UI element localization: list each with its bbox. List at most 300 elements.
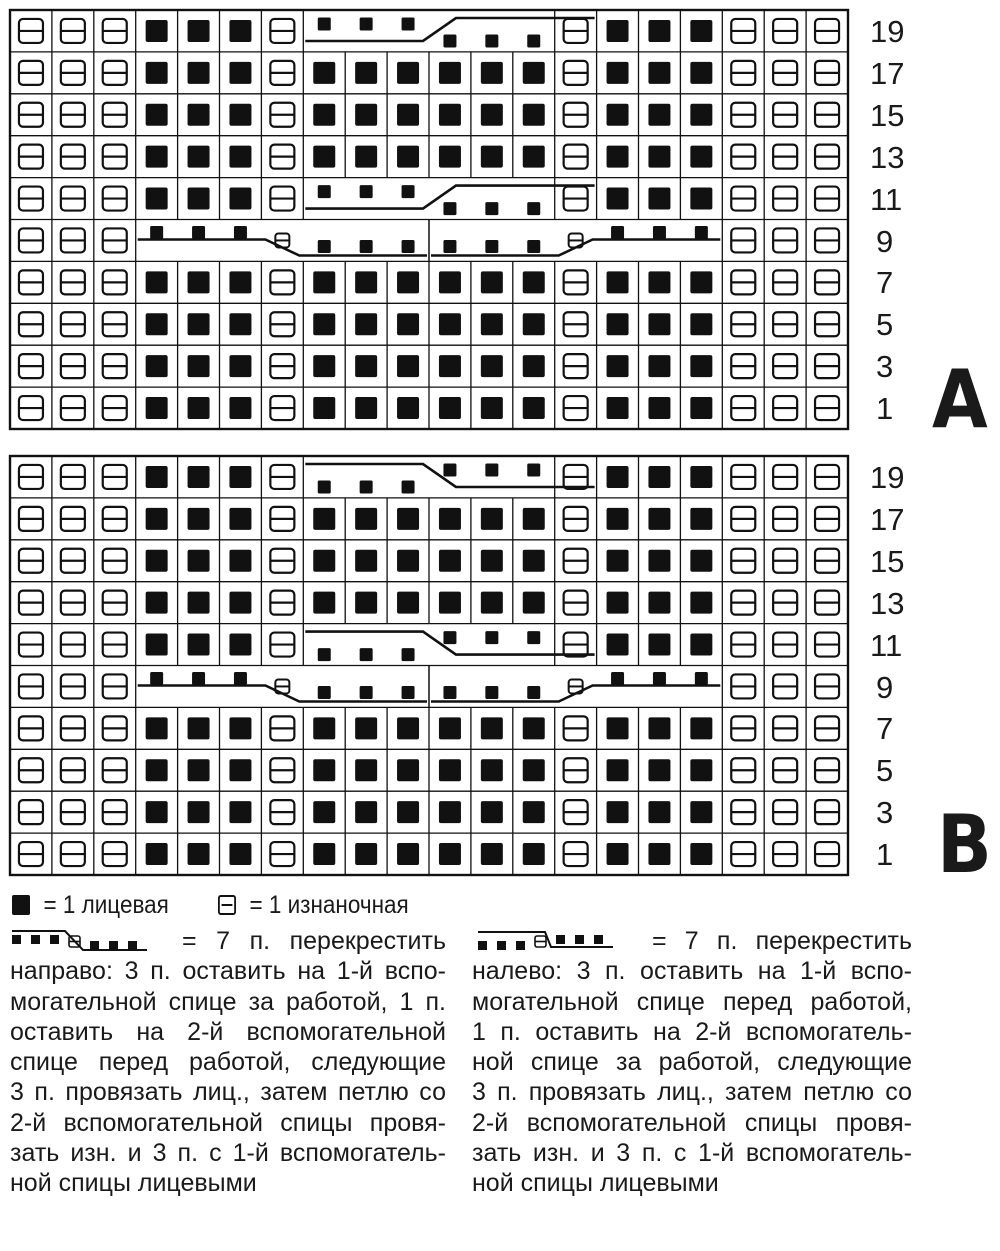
knit-stitch-icon (229, 20, 251, 42)
knit-stitch-icon (397, 355, 419, 377)
knit-stitch-icon (188, 397, 210, 419)
legend-text-line: спице перед работой, следующие (10, 1048, 446, 1077)
knit-stitch-icon (690, 550, 712, 572)
knit-stitch-small-icon (611, 672, 624, 685)
knit-stitch-icon (607, 466, 629, 488)
knit-stitch-icon (607, 20, 629, 42)
chart-row (10, 220, 848, 262)
knit-stitch-icon (397, 759, 419, 781)
knit-stitch-icon (188, 313, 210, 335)
knit-stitch-icon (355, 62, 377, 84)
knit-stitch-icon (523, 592, 545, 614)
knit-stitch-icon (523, 313, 545, 335)
knit-stitch-small-icon (360, 648, 373, 661)
knit-stitch-small-icon (527, 686, 540, 699)
knit-stitch-icon (648, 466, 670, 488)
row-number: 19 (870, 460, 905, 495)
knit-stitch-icon (523, 843, 545, 865)
knit-stitch-icon (188, 466, 210, 488)
knit-stitch-icon (355, 397, 377, 419)
knit-stitch-icon (397, 271, 419, 293)
row-number: 5 (876, 753, 894, 789)
knit-stitch-small-icon (443, 464, 456, 477)
legend-text-line: 3 п. провязать лиц., затем петлю со (472, 1078, 912, 1107)
knit-stitch-icon (188, 355, 210, 377)
knit-stitch-icon (188, 634, 210, 656)
knit-stitch-icon (607, 801, 629, 823)
chart-row (10, 540, 848, 582)
knit-stitch-icon (607, 717, 629, 739)
knit-stitch-icon (690, 188, 712, 210)
knit-stitch-icon (229, 634, 251, 656)
knit-stitch-icon (690, 634, 712, 656)
knit-stitch-icon (439, 62, 461, 84)
knit-stitch-icon (439, 355, 461, 377)
chart-row (10, 791, 848, 833)
chart-row (10, 498, 848, 540)
knit-stitch-icon (146, 62, 168, 84)
knit-stitch-icon (690, 355, 712, 377)
knit-stitch-icon (313, 592, 335, 614)
knit-stitch-icon (690, 843, 712, 865)
knit-stitch-icon (648, 20, 670, 42)
knit-stitch-icon (607, 62, 629, 84)
knit-stitch-icon (439, 550, 461, 572)
knit-stitch-icon (690, 508, 712, 530)
knit-stitch-icon (690, 759, 712, 781)
row-number: 11 (870, 627, 903, 663)
knit-stitch-icon (523, 759, 545, 781)
knit-stitch-small-icon (527, 240, 540, 253)
knit-stitch-small-icon (695, 672, 708, 685)
row-number: 3 (876, 349, 894, 385)
knit-stitch-icon (146, 20, 168, 42)
legend-purl (218, 891, 409, 919)
knit-stitch-icon (607, 508, 629, 530)
knit-stitch-icon (355, 146, 377, 168)
knit-stitch-icon (481, 843, 503, 865)
knit-stitch-icon (439, 397, 461, 419)
knit-stitch-icon (188, 508, 210, 530)
knit-stitch-small-icon (653, 672, 666, 685)
knit-stitch-icon (229, 508, 251, 530)
row-number: 15 (870, 543, 905, 579)
knit-stitch-icon (690, 313, 712, 335)
knit-stitch-small-icon (150, 226, 163, 239)
knit-stitch-small-icon (443, 631, 456, 644)
knit-stitch-icon (355, 843, 377, 865)
knit-stitch-icon (523, 62, 545, 84)
knit-stitch-icon (523, 104, 545, 126)
chart-row (10, 387, 848, 429)
row-number: 9 (876, 223, 894, 259)
row-number: 7 (876, 265, 894, 301)
knit-stitch-icon (690, 146, 712, 168)
knit-stitch-icon (355, 508, 377, 530)
knit-stitch-small-icon (527, 464, 540, 477)
legend-text-line: ной спице за работой, следующие (472, 1048, 912, 1077)
knit-stitch-icon (523, 550, 545, 572)
legend-text-line: 2-й вспомогательной спицы провя- (10, 1108, 446, 1137)
knit-stitch-icon (607, 188, 629, 210)
knit-stitch-icon (313, 271, 335, 293)
knit-stitch-small-icon (485, 240, 498, 253)
knit-stitch-icon (648, 801, 670, 823)
knit-stitch-icon (229, 188, 251, 210)
knit-stitch-small-icon (527, 631, 540, 644)
knit-stitch-icon (523, 146, 545, 168)
knit-stitch-icon (523, 717, 545, 739)
knit-stitch-icon (146, 592, 168, 614)
knit-stitch-icon (146, 759, 168, 781)
knit-stitch-small-icon (443, 202, 456, 215)
knit-stitch-icon (188, 550, 210, 572)
knit-stitch-icon (397, 592, 419, 614)
row-number: 15 (870, 97, 905, 133)
knit-stitch-small-icon (360, 481, 373, 494)
knit-stitch-icon (146, 508, 168, 530)
knit-stitch-icon (146, 355, 168, 377)
row-number: 17 (870, 501, 905, 537)
knit-stitch-icon (439, 508, 461, 530)
knit-stitch-icon (481, 62, 503, 84)
knit-stitch-icon (397, 508, 419, 530)
knit-stitch-icon (229, 801, 251, 823)
knit-stitch-small-icon (485, 686, 498, 699)
legend-text-line: зать изн. и 3 п. с 1-й вспомогатель- (472, 1139, 912, 1168)
knit-stitch-icon (229, 62, 251, 84)
knit-stitch-icon (188, 271, 210, 293)
knit-stitch-icon (355, 313, 377, 335)
knit-stitch-icon (355, 355, 377, 377)
knit-stitch-icon (355, 717, 377, 739)
knit-stitch-icon (481, 355, 503, 377)
knit-stitch-icon (481, 592, 503, 614)
knit-stitch-icon (313, 146, 335, 168)
knit-stitch-icon (648, 355, 670, 377)
knit-stitch-icon (397, 801, 419, 823)
knit-stitch-icon (439, 313, 461, 335)
knit-stitch-icon (355, 104, 377, 126)
knit-stitch-icon (313, 397, 335, 419)
knit-stitch-icon (481, 550, 503, 572)
knit-stitch-small-icon (318, 686, 331, 699)
row-number: 1 (876, 837, 894, 873)
knit-stitch-icon (607, 104, 629, 126)
knit-stitch-icon (355, 759, 377, 781)
knit-stitch-small-icon (527, 35, 540, 48)
knit-stitch-small-icon (485, 631, 498, 644)
chart-row (10, 52, 848, 94)
knit-stitch-icon (229, 843, 251, 865)
knit-stitch-icon (607, 592, 629, 614)
legend-text-line: 2-й вспомогательной спицы провя- (472, 1108, 912, 1137)
knit-stitch-icon (146, 843, 168, 865)
knit-stitch-small-icon (360, 686, 373, 699)
knit-stitch-small-icon (360, 185, 373, 198)
legend-text-line: могательной спице за работой, 1 п. (10, 987, 446, 1016)
knit-stitch-icon (439, 146, 461, 168)
legend-text-line: направо: 3 п. оставить на 1-й вспо- (10, 957, 446, 986)
chart-b-grid (10, 456, 848, 875)
legend-text-line: ной спицы лицевыми (10, 1169, 257, 1198)
knit-stitch-icon (229, 550, 251, 572)
knit-stitch-icon (397, 104, 419, 126)
knit-stitch-icon (607, 759, 629, 781)
knit-stitch-icon (146, 634, 168, 656)
knit-stitch-icon (523, 508, 545, 530)
knit-stitch-icon (229, 717, 251, 739)
knit-stitch-icon (313, 355, 335, 377)
knit-stitch-icon (690, 592, 712, 614)
legend-text-line: зать изн. и 3 п. с 1-й вспомогатель- (10, 1139, 446, 1168)
knit-stitch-small-icon (485, 35, 498, 48)
knit-stitch-icon (397, 146, 419, 168)
chart-a-label: A (932, 353, 988, 446)
knit-stitch-icon (523, 397, 545, 419)
knit-stitch-icon (607, 271, 629, 293)
row-number: 9 (876, 669, 894, 705)
knit-stitch-icon (146, 146, 168, 168)
knit-stitch-icon (607, 550, 629, 572)
knit-stitch-icon (397, 550, 419, 572)
knit-stitch-small-icon (234, 226, 247, 239)
knit-stitch-icon (229, 355, 251, 377)
knit-stitch-icon (690, 104, 712, 126)
knit-stitch-icon (690, 20, 712, 42)
legend-text-line: ной спицы лицевыми (472, 1169, 719, 1198)
knit-stitch-icon (229, 592, 251, 614)
legend-text-line: 3 п. провязать лиц., затем петлю со (10, 1078, 446, 1107)
knit-stitch-icon (648, 759, 670, 781)
knit-stitch-icon (229, 397, 251, 419)
row-number: 7 (876, 711, 894, 747)
legend-knit-text: = 1 лицевая (43, 891, 169, 919)
knit-stitch-icon (648, 271, 670, 293)
knit-stitch-icon (397, 843, 419, 865)
knit-stitch-icon (397, 397, 419, 419)
knit-stitch-icon (313, 843, 335, 865)
knit-stitch-icon (648, 843, 670, 865)
knit-stitch-icon (607, 397, 629, 419)
chart-row (10, 833, 848, 875)
knit-stitch-icon (188, 146, 210, 168)
knit-stitch-icon (313, 801, 335, 823)
knit-stitch-small-icon (443, 35, 456, 48)
knit-stitch-icon (607, 634, 629, 656)
knit-stitch-small-icon (318, 481, 331, 494)
legend-knit (12, 891, 169, 919)
knit-stitch-icon (355, 801, 377, 823)
knit-symbol-icon (12, 895, 30, 915)
knit-stitch-icon (690, 397, 712, 419)
knit-stitch-icon (439, 801, 461, 823)
knit-stitch-icon (439, 104, 461, 126)
knit-stitch-icon (648, 62, 670, 84)
knit-stitch-icon (648, 188, 670, 210)
knit-stitch-icon (648, 397, 670, 419)
knit-stitch-icon (229, 313, 251, 335)
knit-stitch-icon (146, 466, 168, 488)
knit-stitch-icon (313, 508, 335, 530)
knit-stitch-icon (146, 801, 168, 823)
legend-cross-left (472, 926, 912, 1199)
knit-stitch-icon (607, 146, 629, 168)
chart-row (10, 94, 848, 136)
knit-stitch-icon (481, 146, 503, 168)
row-number: 3 (876, 795, 894, 831)
chart-b-label: B (937, 798, 992, 891)
knit-stitch-small-icon (192, 226, 205, 239)
knit-stitch-small-icon (527, 202, 540, 215)
knit-stitch-icon (397, 313, 419, 335)
knit-stitch-small-icon (611, 226, 624, 239)
legend-purl-text: = 1 изнаночная (249, 891, 409, 919)
knit-stitch-icon (188, 843, 210, 865)
chart-row (10, 136, 848, 178)
knit-stitch-icon (355, 271, 377, 293)
chart-row (10, 303, 848, 345)
knit-stitch-icon (523, 271, 545, 293)
knit-stitch-icon (481, 104, 503, 126)
knit-stitch-small-icon (192, 672, 205, 685)
knit-stitch-icon (648, 313, 670, 335)
knit-stitch-icon (188, 20, 210, 42)
knit-stitch-small-icon (402, 185, 415, 198)
knit-stitch-icon (439, 717, 461, 739)
knit-stitch-icon (648, 550, 670, 572)
knit-stitch-small-icon (402, 18, 415, 31)
knit-stitch-small-icon (443, 686, 456, 699)
knit-stitch-icon (648, 634, 670, 656)
knit-stitch-small-icon (360, 18, 373, 31)
knit-stitch-icon (439, 271, 461, 293)
knit-stitch-icon (313, 313, 335, 335)
chart-row (10, 666, 848, 708)
chart-row (10, 582, 848, 624)
knit-stitch-icon (439, 592, 461, 614)
knit-stitch-icon (481, 313, 503, 335)
knit-stitch-icon (355, 550, 377, 572)
knit-stitch-small-icon (402, 481, 415, 494)
knit-stitch-small-icon (402, 240, 415, 253)
knit-stitch-icon (188, 592, 210, 614)
knit-stitch-icon (690, 62, 712, 84)
knit-stitch-icon (188, 717, 210, 739)
knit-stitch-icon (523, 355, 545, 377)
knit-stitch-icon (648, 717, 670, 739)
chart-row (10, 345, 848, 387)
knit-stitch-icon (648, 592, 670, 614)
row-number: 5 (876, 307, 894, 343)
knit-stitch-icon (648, 104, 670, 126)
knit-stitch-small-icon (485, 202, 498, 215)
knit-stitch-icon (229, 759, 251, 781)
knit-stitch-icon (607, 843, 629, 865)
knit-stitch-icon (229, 146, 251, 168)
knit-stitch-small-icon (402, 686, 415, 699)
row-number: 13 (870, 585, 905, 621)
legend-text-line: = 7 п. перекрестить (182, 927, 446, 955)
knit-stitch-icon (523, 801, 545, 823)
legend-text-line: оставить на 2-й вспомогательной (10, 1017, 446, 1046)
legend-text-line: налево: 3 п. оставить на 1-й вспо- (472, 957, 912, 986)
knit-stitch-icon (313, 104, 335, 126)
knit-stitch-small-icon (695, 226, 708, 239)
knit-stitch-icon (481, 717, 503, 739)
knit-stitch-small-icon (443, 240, 456, 253)
knit-stitch-icon (313, 62, 335, 84)
knit-stitch-icon (481, 271, 503, 293)
knit-stitch-icon (146, 550, 168, 572)
knit-stitch-icon (397, 717, 419, 739)
knit-stitch-small-icon (360, 240, 373, 253)
row-number: 1 (876, 391, 894, 427)
knit-stitch-icon (481, 508, 503, 530)
purl-symbol-icon (218, 895, 236, 915)
knit-stitch-small-icon (402, 648, 415, 661)
knit-stitch-icon (146, 104, 168, 126)
knit-stitch-icon (188, 801, 210, 823)
legend-text-line: = 7 п. перекрестить (652, 927, 912, 955)
knit-stitch-icon (397, 62, 419, 84)
knit-stitch-small-icon (485, 464, 498, 477)
legend-text-line: 1 п. оставить на 2-й вспомогатель- (472, 1017, 912, 1046)
legend-text-line: могательной спице перед работой, (472, 987, 912, 1016)
knit-stitch-icon (690, 717, 712, 739)
row-number: 11 (870, 181, 903, 217)
knit-stitch-icon (648, 508, 670, 530)
knit-stitch-icon (229, 271, 251, 293)
knit-stitch-small-icon (234, 672, 247, 685)
knit-stitch-icon (607, 355, 629, 377)
knit-stitch-icon (146, 397, 168, 419)
row-number: 17 (870, 55, 905, 91)
knit-stitch-small-icon (318, 240, 331, 253)
knit-stitch-small-icon (150, 672, 163, 685)
knit-stitch-icon (146, 717, 168, 739)
knit-stitch-icon (188, 759, 210, 781)
chart-row (10, 749, 848, 791)
knit-stitch-icon (355, 592, 377, 614)
row-number: 19 (870, 14, 905, 49)
knit-stitch-icon (690, 466, 712, 488)
knit-stitch-icon (188, 104, 210, 126)
knit-stitch-small-icon (653, 226, 666, 239)
knit-stitch-icon (188, 62, 210, 84)
knit-stitch-small-icon (318, 18, 331, 31)
chart-row (10, 707, 848, 749)
knit-stitch-icon (690, 271, 712, 293)
knit-stitch-icon (481, 397, 503, 419)
chart-row (10, 261, 848, 303)
knit-stitch-icon (146, 313, 168, 335)
knit-stitch-icon (188, 188, 210, 210)
knit-stitch-icon (313, 759, 335, 781)
knit-stitch-icon (607, 313, 629, 335)
legend-cross-right (10, 926, 446, 1199)
knit-stitch-icon (229, 104, 251, 126)
knit-stitch-icon (439, 759, 461, 781)
knit-stitch-small-icon (318, 648, 331, 661)
knit-stitch-icon (690, 801, 712, 823)
chart-a-grid (10, 10, 848, 429)
knit-stitch-small-icon (318, 185, 331, 198)
knit-stitch-icon (648, 146, 670, 168)
row-number: 13 (870, 139, 905, 175)
knit-stitch-icon (229, 466, 251, 488)
knit-stitch-icon (313, 717, 335, 739)
